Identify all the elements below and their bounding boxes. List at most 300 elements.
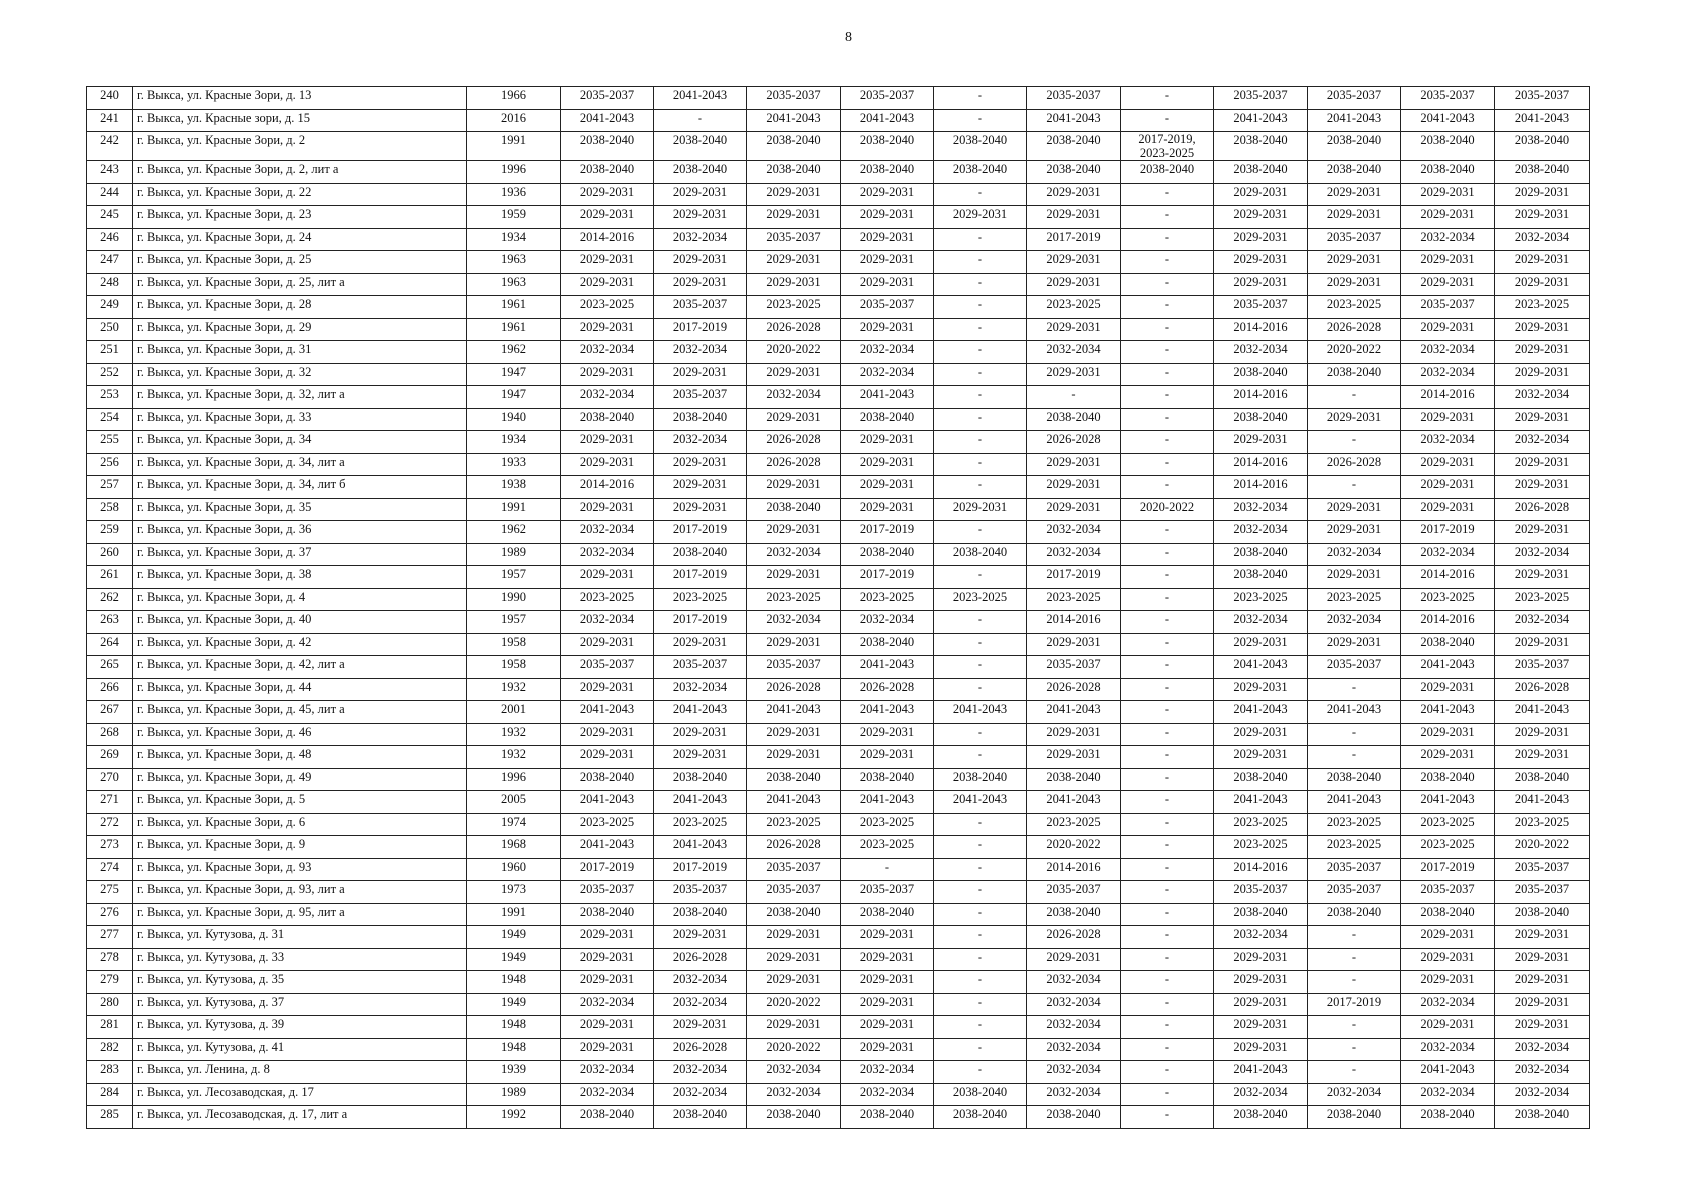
- year-cell: 1968: [467, 836, 561, 859]
- period-cell: 2032-2034: [841, 1061, 934, 1084]
- address-cell: г. Выкса, ул. Красные Зори, д. 42, лит а: [133, 656, 467, 679]
- table-row: [87, 273, 1590, 296]
- period-cell: 2029-2031: [1401, 971, 1495, 994]
- period-cell: 2032-2034: [654, 431, 747, 454]
- period-cell: -: [1308, 926, 1401, 949]
- year-cell: 2001: [467, 701, 561, 724]
- period-cell: 2017-2019: [654, 521, 747, 544]
- period-cell: 2023-2025: [561, 296, 654, 319]
- period-cell: 2029-2031: [654, 926, 747, 949]
- year-cell: 1933: [467, 453, 561, 476]
- period-cell: 2032-2034: [1027, 1038, 1121, 1061]
- row-number-cell: 253: [87, 386, 133, 409]
- period-cell: 2032-2034: [1401, 543, 1495, 566]
- year-cell: 1934: [467, 228, 561, 251]
- period-cell: 2029-2031: [1401, 476, 1495, 499]
- period-cell: 2017-2019: [1027, 566, 1121, 589]
- period-cell: 2032-2034: [1027, 1083, 1121, 1106]
- period-cell: -: [1308, 746, 1401, 769]
- period-cell: 2038-2040: [1495, 768, 1590, 791]
- period-cell: 2032-2034: [1495, 611, 1590, 634]
- period-cell: 2029-2031: [1495, 948, 1590, 971]
- period-cell: -: [934, 251, 1027, 274]
- period-cell: 2023-2025: [841, 836, 934, 859]
- period-cell: 2029-2031: [747, 723, 841, 746]
- period-cell: -: [934, 813, 1027, 836]
- period-cell: 2038-2040: [1308, 161, 1401, 184]
- period-cell: 2029-2031: [1495, 318, 1590, 341]
- period-cell: 2035-2037: [1401, 296, 1495, 319]
- row-number-cell: 241: [87, 109, 133, 132]
- period-cell: 2029-2031: [1214, 971, 1308, 994]
- period-cell: 2032-2034: [1401, 341, 1495, 364]
- period-cell: 2029-2031: [561, 498, 654, 521]
- period-cell: -: [1121, 971, 1214, 994]
- period-cell: 2029-2031: [1214, 183, 1308, 206]
- period-cell: 2032-2034: [561, 341, 654, 364]
- period-cell: 2029-2031: [841, 476, 934, 499]
- period-cell: 2029-2031: [1308, 273, 1401, 296]
- address-cell: г. Выкса, ул. Красные Зори, д. 5: [133, 791, 467, 814]
- period-cell: -: [934, 1016, 1027, 1039]
- period-cell: 2032-2034: [654, 1061, 747, 1084]
- row-number-cell: 271: [87, 791, 133, 814]
- period-cell: 2032-2034: [1214, 1083, 1308, 1106]
- period-cell: 2023-2025: [561, 588, 654, 611]
- period-cell: 2023-2025: [1495, 813, 1590, 836]
- address-cell: г. Выкса, ул. Красные Зори, д. 13: [133, 87, 467, 110]
- table-row: [87, 656, 1590, 679]
- period-cell: 2038-2040: [1401, 132, 1495, 161]
- period-cell: 2038-2040: [841, 161, 934, 184]
- period-cell: [1121, 132, 1214, 161]
- period-cell: 2032-2034: [654, 228, 747, 251]
- period-cell: 2026-2028: [1308, 453, 1401, 476]
- period-cell: 2035-2037: [747, 881, 841, 904]
- row-number-cell: 256: [87, 453, 133, 476]
- period-cell: -: [1308, 723, 1401, 746]
- period-cell: 2041-2043: [841, 656, 934, 679]
- address-cell: г. Выкса, ул. Красные Зори, д. 42: [133, 633, 467, 656]
- period-cell: 2023-2025: [654, 813, 747, 836]
- row-number-cell: 273: [87, 836, 133, 859]
- period-cell: 2035-2037: [747, 858, 841, 881]
- address-cell: г. Выкса, ул. Красные Зори, д. 46: [133, 723, 467, 746]
- period-cell: 2023-2025: [1401, 813, 1495, 836]
- period-cell: 2023-2025: [1308, 836, 1401, 859]
- year-cell: 1934: [467, 431, 561, 454]
- period-cell: 2032-2034: [1495, 1083, 1590, 1106]
- address-cell: г. Выкса, ул. Красные Зори, д. 24: [133, 228, 467, 251]
- period-cell: 2029-2031: [1495, 363, 1590, 386]
- period-cell: 2029-2031: [1027, 251, 1121, 274]
- period-cell: 2038-2040: [747, 132, 841, 161]
- period-cell: 2029-2031: [1214, 993, 1308, 1016]
- period-cell: 2038-2040: [841, 1106, 934, 1129]
- row-number-cell: 265: [87, 656, 133, 679]
- period-cell: 2038-2040: [1027, 768, 1121, 791]
- period-cell: 2038-2040: [561, 408, 654, 431]
- period-cell: 2023-2025: [747, 588, 841, 611]
- period-cell: 2032-2034: [1401, 431, 1495, 454]
- period-cell: 2038-2040: [747, 903, 841, 926]
- period-cell: 2029-2031: [1027, 723, 1121, 746]
- period-cell: 2029-2031: [1214, 273, 1308, 296]
- schedule-table: [86, 86, 1590, 1129]
- period-cell: 2029-2031: [1027, 183, 1121, 206]
- period-cell: 2023-2025: [1308, 588, 1401, 611]
- period-cell: 2014-2016: [1401, 386, 1495, 409]
- period-cell: 2029-2031: [1495, 183, 1590, 206]
- table-row: [87, 701, 1590, 724]
- period-cell: 2032-2034: [654, 971, 747, 994]
- period-cell: 2020-2022: [747, 1038, 841, 1061]
- period-cell: 2017-2019: [654, 611, 747, 634]
- period-cell: 2017-2019: [841, 566, 934, 589]
- table-row: [87, 363, 1590, 386]
- period-cell: 2035-2037: [654, 656, 747, 679]
- period-cell: 2029-2031: [1027, 948, 1121, 971]
- period-cell: 2038-2040: [561, 768, 654, 791]
- period-cell: 2032-2034: [561, 386, 654, 409]
- year-cell: 1973: [467, 881, 561, 904]
- period-cell: 2035-2037: [1214, 881, 1308, 904]
- period-cell: 2026-2028: [747, 453, 841, 476]
- period-cell: 2029-2031: [841, 453, 934, 476]
- period-cell: 2029-2031: [654, 746, 747, 769]
- year-cell: 1963: [467, 273, 561, 296]
- period-cell: 2023-2025: [654, 588, 747, 611]
- table-row: [87, 971, 1590, 994]
- address-cell: г. Выкса, ул. Красные Зори, д. 93: [133, 858, 467, 881]
- address-cell: г. Выкса, ул. Красные Зори, д. 22: [133, 183, 467, 206]
- table-row: [87, 521, 1590, 544]
- table-row: [87, 228, 1590, 251]
- period-cell: -: [934, 341, 1027, 364]
- period-cell: 2029-2031: [747, 251, 841, 274]
- cell-line: 2017-2019,: [1138, 132, 1196, 146]
- period-cell: 2023-2025: [1027, 813, 1121, 836]
- table-row: [87, 881, 1590, 904]
- period-cell: 2023-2025: [841, 813, 934, 836]
- period-cell: 2023-2025: [1495, 296, 1590, 319]
- period-cell: 2029-2031: [654, 363, 747, 386]
- address-cell: г. Выкса, ул. Ленина, д. 8: [133, 1061, 467, 1084]
- year-cell: 2005: [467, 791, 561, 814]
- period-cell: 2041-2043: [841, 109, 934, 132]
- year-cell: 1947: [467, 386, 561, 409]
- period-cell: 2032-2034: [1308, 1083, 1401, 1106]
- period-cell: 2038-2040: [561, 132, 654, 161]
- table-row: [87, 926, 1590, 949]
- period-cell: 2038-2040: [1308, 363, 1401, 386]
- year-cell: 1991: [467, 903, 561, 926]
- period-cell: 2041-2043: [1214, 701, 1308, 724]
- period-cell: 2038-2040: [1214, 543, 1308, 566]
- row-number-cell: 244: [87, 183, 133, 206]
- row-number-cell: 240: [87, 87, 133, 110]
- period-cell: 2029-2031: [654, 476, 747, 499]
- table-row: [87, 566, 1590, 589]
- year-cell: 1936: [467, 183, 561, 206]
- period-cell: 2029-2031: [561, 633, 654, 656]
- period-cell: -: [1121, 318, 1214, 341]
- period-cell: 2029-2031: [1308, 408, 1401, 431]
- period-cell: 2029-2031: [561, 453, 654, 476]
- period-cell: -: [934, 453, 1027, 476]
- row-number-cell: 254: [87, 408, 133, 431]
- row-number-cell: 260: [87, 543, 133, 566]
- period-cell: 2029-2031: [747, 566, 841, 589]
- page-number: 8: [845, 30, 852, 45]
- table-row: [87, 318, 1590, 341]
- period-cell: -: [1121, 656, 1214, 679]
- row-number-cell: 281: [87, 1016, 133, 1039]
- period-cell: 2029-2031: [654, 498, 747, 521]
- address-cell: г. Выкса, ул. Красные Зори, д. 48: [133, 746, 467, 769]
- period-cell: -: [934, 948, 1027, 971]
- period-cell: 2032-2034: [654, 1083, 747, 1106]
- period-cell: 2029-2031: [561, 723, 654, 746]
- period-cell: 2032-2034: [654, 678, 747, 701]
- period-cell: 2032-2034: [1214, 611, 1308, 634]
- year-cell: 1991: [467, 132, 561, 161]
- period-cell: 2038-2040: [1308, 903, 1401, 926]
- period-cell: 2026-2028: [747, 678, 841, 701]
- period-cell: -: [934, 386, 1027, 409]
- period-cell: -: [934, 746, 1027, 769]
- year-cell: 1958: [467, 633, 561, 656]
- table-row: [87, 206, 1590, 229]
- address-cell: г. Выкса, ул. Красные зори, д. 15: [133, 109, 467, 132]
- period-cell: -: [1308, 678, 1401, 701]
- period-cell: 2029-2031: [841, 926, 934, 949]
- period-cell: 2029-2031: [561, 948, 654, 971]
- table-row: [87, 386, 1590, 409]
- period-cell: 2032-2034: [841, 363, 934, 386]
- period-cell: 2038-2040: [934, 1083, 1027, 1106]
- period-cell: 2020-2022: [747, 993, 841, 1016]
- period-cell: 2035-2037: [1027, 881, 1121, 904]
- period-cell: 2032-2034: [1027, 1016, 1121, 1039]
- period-cell: -: [934, 476, 1027, 499]
- period-cell: 2023-2025: [747, 296, 841, 319]
- period-cell: 2038-2040: [1027, 903, 1121, 926]
- period-cell: -: [1121, 543, 1214, 566]
- year-cell: 1989: [467, 543, 561, 566]
- year-cell: 1948: [467, 1016, 561, 1039]
- period-cell: 2029-2031: [1401, 206, 1495, 229]
- table-row: [87, 948, 1590, 971]
- row-number-cell: 270: [87, 768, 133, 791]
- row-number-cell: 246: [87, 228, 133, 251]
- period-cell: 2029-2031: [1495, 521, 1590, 544]
- period-cell: -: [1308, 971, 1401, 994]
- period-cell: 2029-2031: [1214, 206, 1308, 229]
- period-cell: 2029-2031: [1495, 476, 1590, 499]
- period-cell: 2029-2031: [561, 1038, 654, 1061]
- year-cell: 1992: [467, 1106, 561, 1129]
- address-cell: г. Выкса, ул. Кутузова, д. 41: [133, 1038, 467, 1061]
- period-cell: -: [934, 318, 1027, 341]
- period-cell: 2041-2043: [1027, 701, 1121, 724]
- period-cell: 2035-2037: [1401, 881, 1495, 904]
- period-cell: -: [1121, 363, 1214, 386]
- period-cell: 2032-2034: [1495, 1038, 1590, 1061]
- period-cell: 2020-2022: [1121, 498, 1214, 521]
- period-cell: 2035-2037: [654, 296, 747, 319]
- period-cell: 2038-2040: [841, 903, 934, 926]
- period-cell: 2029-2031: [1401, 948, 1495, 971]
- period-cell: 2038-2040: [1401, 633, 1495, 656]
- year-cell: 1991: [467, 498, 561, 521]
- period-cell: 2035-2037: [1308, 87, 1401, 110]
- period-cell: -: [934, 656, 1027, 679]
- period-cell: 2029-2031: [1027, 498, 1121, 521]
- period-cell: 2032-2034: [654, 341, 747, 364]
- period-cell: 2029-2031: [1027, 633, 1121, 656]
- period-cell: 2041-2043: [1027, 791, 1121, 814]
- year-cell: 1939: [467, 1061, 561, 1084]
- period-cell: 2032-2034: [561, 993, 654, 1016]
- address-cell: г. Выкса, ул. Красные Зори, д. 44: [133, 678, 467, 701]
- period-cell: 2023-2025: [1214, 836, 1308, 859]
- period-cell: 2026-2028: [747, 318, 841, 341]
- period-cell: 2026-2028: [1027, 431, 1121, 454]
- period-cell: 2041-2043: [1308, 109, 1401, 132]
- period-cell: -: [1121, 453, 1214, 476]
- period-cell: 2032-2034: [1401, 993, 1495, 1016]
- period-cell: 2029-2031: [561, 206, 654, 229]
- period-cell: 2029-2031: [841, 948, 934, 971]
- period-cell: 2038-2040: [1121, 161, 1214, 184]
- address-cell: г. Выкса, ул. Красные Зори, д. 95, лит а: [133, 903, 467, 926]
- period-cell: 2017-2019: [654, 858, 747, 881]
- period-cell: 2029-2031: [1495, 746, 1590, 769]
- period-cell: -: [934, 408, 1027, 431]
- table-row: [87, 746, 1590, 769]
- period-cell: 2041-2043: [1495, 701, 1590, 724]
- period-cell: 2029-2031: [1027, 746, 1121, 769]
- period-cell: 2041-2043: [1027, 109, 1121, 132]
- table-row: [87, 87, 1590, 110]
- period-cell: 2029-2031: [654, 1016, 747, 1039]
- period-cell: 2017-2019: [1308, 993, 1401, 1016]
- period-cell: 2041-2043: [654, 791, 747, 814]
- table-row: [87, 109, 1590, 132]
- period-cell: 2029-2031: [1495, 723, 1590, 746]
- row-number-cell: 274: [87, 858, 133, 881]
- period-cell: 2029-2031: [561, 273, 654, 296]
- address-cell: г. Выкса, ул. Красные Зори, д. 2, лит а: [133, 161, 467, 184]
- period-cell: -: [934, 183, 1027, 206]
- row-number-cell: 247: [87, 251, 133, 274]
- period-cell: 2038-2040: [1401, 1106, 1495, 1129]
- period-cell: 2029-2031: [1027, 453, 1121, 476]
- cell-line: 2023-2025: [1139, 146, 1195, 160]
- period-cell: 2029-2031: [1401, 678, 1495, 701]
- table-body: [87, 87, 1590, 1129]
- period-cell: 2038-2040: [1214, 1106, 1308, 1129]
- year-cell: 1959: [467, 206, 561, 229]
- row-number-cell: 277: [87, 926, 133, 949]
- row-number-cell: 264: [87, 633, 133, 656]
- table-row: [87, 588, 1590, 611]
- period-cell: 2032-2034: [747, 543, 841, 566]
- period-cell: 2032-2034: [841, 341, 934, 364]
- period-cell: 2035-2037: [1308, 228, 1401, 251]
- period-cell: 2038-2040: [561, 1106, 654, 1129]
- period-cell: -: [934, 566, 1027, 589]
- period-cell: 2029-2031: [841, 971, 934, 994]
- period-cell: 2029-2031: [747, 633, 841, 656]
- address-cell: г. Выкса, ул. Красные Зори, д. 31: [133, 341, 467, 364]
- period-cell: 2029-2031: [654, 453, 747, 476]
- period-cell: 2038-2040: [747, 768, 841, 791]
- period-cell: 2038-2040: [1214, 768, 1308, 791]
- period-cell: 2035-2037: [1495, 656, 1590, 679]
- period-cell: 2041-2043: [841, 386, 934, 409]
- period-cell: 2038-2040: [654, 1106, 747, 1129]
- row-number-cell: 269: [87, 746, 133, 769]
- period-cell: 2029-2031: [841, 1016, 934, 1039]
- period-cell: 2038-2040: [1027, 132, 1121, 161]
- address-cell: г. Выкса, ул. Красные Зори, д. 29: [133, 318, 467, 341]
- row-number-cell: 280: [87, 993, 133, 1016]
- period-cell: -: [934, 273, 1027, 296]
- period-cell: -: [934, 971, 1027, 994]
- period-cell: 2032-2034: [747, 1083, 841, 1106]
- period-cell: -: [1121, 1061, 1214, 1084]
- row-number-cell: 243: [87, 161, 133, 184]
- table-row: [87, 633, 1590, 656]
- period-cell: -: [1121, 588, 1214, 611]
- period-cell: 2032-2034: [561, 543, 654, 566]
- row-number-cell: 245: [87, 206, 133, 229]
- period-cell: 2032-2034: [1401, 1083, 1495, 1106]
- year-cell: 1996: [467, 161, 561, 184]
- period-cell: 2041-2043: [841, 791, 934, 814]
- period-cell: 2020-2022: [1027, 836, 1121, 859]
- period-cell: 2032-2034: [654, 993, 747, 1016]
- period-cell: 2029-2031: [1308, 206, 1401, 229]
- period-cell: 2035-2037: [561, 881, 654, 904]
- table-row: [87, 453, 1590, 476]
- period-cell: -: [1121, 206, 1214, 229]
- period-cell: 2032-2034: [561, 521, 654, 544]
- period-cell: 2029-2031: [747, 521, 841, 544]
- period-cell: -: [1121, 386, 1214, 409]
- period-cell: 2038-2040: [1027, 408, 1121, 431]
- table-row: [87, 476, 1590, 499]
- period-cell: -: [1121, 723, 1214, 746]
- period-cell: -: [1121, 109, 1214, 132]
- year-cell: 1957: [467, 566, 561, 589]
- period-cell: 2029-2031: [654, 183, 747, 206]
- period-cell: -: [1121, 791, 1214, 814]
- address-cell: г. Выкса, ул. Красные Зори, д. 34, лит а: [133, 453, 467, 476]
- period-cell: 2038-2040: [934, 1106, 1027, 1129]
- year-cell: 1962: [467, 521, 561, 544]
- period-cell: 2032-2034: [1495, 1061, 1590, 1084]
- address-cell: г. Выкса, ул. Кутузова, д. 33: [133, 948, 467, 971]
- period-cell: 2020-2022: [1495, 836, 1590, 859]
- period-cell: 2032-2034: [841, 611, 934, 634]
- period-cell: 2038-2040: [1401, 161, 1495, 184]
- row-number-cell: 257: [87, 476, 133, 499]
- period-cell: 2035-2037: [1495, 858, 1590, 881]
- period-cell: -: [1027, 386, 1121, 409]
